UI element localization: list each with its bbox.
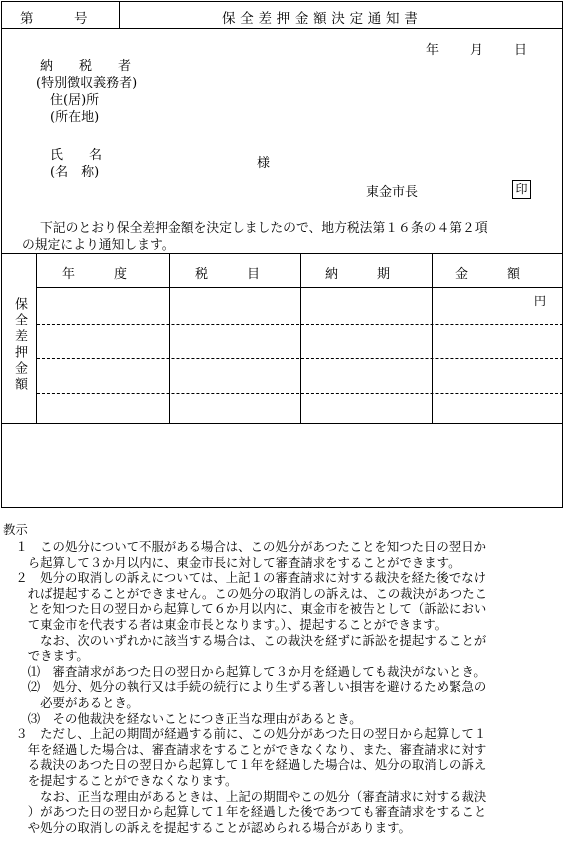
notice-text-line2: の規定により通知します。 <box>22 238 175 253</box>
notice-text-line1: 下記のとおり保全差押金額を決定しましたので、地方税法第１６条の４第２項 <box>40 221 488 236</box>
column-divider-1 <box>169 253 170 423</box>
notes-line: ⑴ 審査請求があつた日の翌日から起算して３か月を経過しても裁決がないとき。 <box>3 663 486 679</box>
document-number-label: 第 号 <box>20 11 88 27</box>
address-label: 住(居)所 <box>50 93 100 108</box>
header-row-divider <box>36 287 563 288</box>
side-label-vertical: 保全差押金額 <box>12 297 27 393</box>
notes-line: ら起算して３か月以内に、東金市長に対して審査請求をすることができます。 <box>3 554 461 570</box>
official-seal: 印 <box>512 180 531 199</box>
company-name-label: (名 称) <box>50 165 100 180</box>
column-header-tax-item: 税 目 <box>195 267 261 282</box>
name-label: 氏 名 <box>50 148 103 163</box>
notes-line: できます。 <box>3 648 89 664</box>
notes-line: 必要があるとき。 <box>3 694 139 710</box>
notes-body <box>3 539 569 835</box>
notes-line: とを知つた日の翌日から起算して６か月以内に、東金市を被告として（訴訟におい <box>3 601 487 617</box>
column-header-amount: 金 額 <box>455 267 521 282</box>
notes-line: １ この処分について不服がある場合は、この処分があつたことを知つた日の翌日か <box>3 539 486 554</box>
column-divider-3 <box>432 253 433 423</box>
special-collector-label: (特別徴収義務者) <box>36 76 138 91</box>
notes-line: ⑵ 処分、処分の執行又は手続の続行により生ずる著しい損害を避けるため緊急の <box>3 679 487 695</box>
row-separator <box>37 358 563 359</box>
notes-line: を提起することができなくなります。 <box>3 772 238 788</box>
honorific: 様 <box>257 156 271 171</box>
date-month: 月 <box>470 43 484 58</box>
location-label: (所在地) <box>50 110 100 125</box>
column-header-year: 年 度 <box>62 267 128 282</box>
notes-line: なお、次のいずれかに該当する場合は、この裁決を経ずに訴訟を提起することが <box>3 632 487 648</box>
header-vertical-divider <box>119 1 120 29</box>
document-title: 保全差押金額決定通知書 <box>222 11 423 27</box>
row-separator <box>37 393 563 394</box>
notes-line: る裁決のあつた日の翌日から起算して１年を経過した場合は、処分の取消しの訴え <box>3 757 487 773</box>
side-label-divider <box>36 253 37 423</box>
notes-line: て東金市を代表する者は東金市長となります。）、提起することができます。 <box>3 616 448 632</box>
date-day: 日 <box>514 43 528 58</box>
table-bottom-border <box>1 423 563 424</box>
notes-line: ）があつた日の翌日から起算して１年を経過した後であつても審査請求をすること <box>3 804 487 820</box>
notes-line: ⑶ その他裁決を経ないことにつき正当な理由があるとき。 <box>3 710 362 726</box>
taxpayer-label: 納 税 者 <box>40 59 132 74</box>
notes-line: 年を経過した場合は、審査請求をすることができなくなり、また、審査請求に対す <box>3 741 487 757</box>
notes-line: や処分の取消しの訴えを提起することが認められる場合があります。 <box>3 819 411 835</box>
issuer-name: 東金市長 <box>366 185 419 200</box>
column-divider-2 <box>300 253 301 423</box>
column-header-payment-period: 納 期 <box>325 267 391 282</box>
notes-line: なお、正当な理由があるときは、上記の期間やこの処分（審査請求に対する裁決 <box>3 788 487 804</box>
notes-line: れば提起することができません。この処分の取消しの訴えは、この裁決があつたこ <box>3 585 487 601</box>
table-top-border <box>1 253 563 254</box>
header-divider <box>1 28 563 29</box>
notes-line: ２ 処分の取消しの訴えについては、上記１の審査請求に対する裁決を経た後でなけ <box>3 570 486 586</box>
notes-title: 教示 <box>3 522 28 537</box>
notes-line: ３ ただし、上記の期間が経過する前に、この処分があつた日の翌日から起算して１ <box>3 726 487 742</box>
amount-unit: 円 <box>534 294 547 308</box>
row-separator <box>37 324 563 325</box>
date-year: 年 <box>426 43 440 58</box>
